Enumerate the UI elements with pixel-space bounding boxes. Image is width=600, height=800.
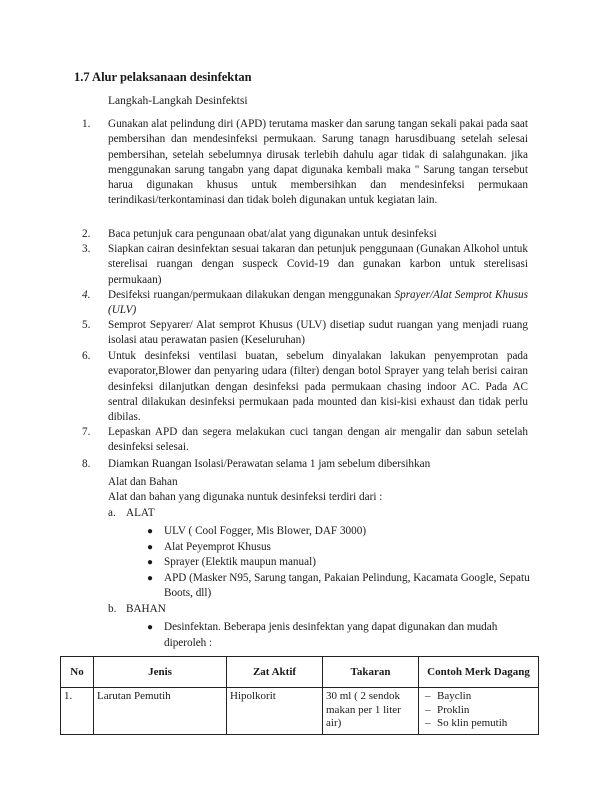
- dash-icon: –: [425, 703, 431, 716]
- list-text: Siapkan cairan desinfektan sesuai takaran dan petunjuk penggunaan (Gunakan Alkohol untuk sterelisai ruangan dengan suspeck Covid-19 dan gunakan karbon untuk sterelisasi permukaan): [108, 243, 528, 286]
- col-header-takaran: Takaran: [323, 657, 419, 688]
- table-header-row: [61, 657, 539, 688]
- cell-takaran: 30 ml ( 2 sendok makan per 1 liter air): [323, 688, 419, 735]
- col-header-no: No: [61, 657, 94, 688]
- list-item: [147, 540, 537, 556]
- cell-zat: Hipolkorit: [227, 688, 323, 735]
- list-text: Baca petunjuk cara pengunaan obat/alat yang digunakan untuk desinfeksi: [108, 228, 437, 240]
- dash-icon: –: [425, 690, 431, 702]
- list-text: Lepaskan APD dan segera melakukan cuci tangan dengan air mengalir dan sabun setelah desinfeksi selesai.: [108, 426, 528, 454]
- list-item: [82, 227, 528, 242]
- col-header-merk: Contoh Merk Dagang: [419, 657, 539, 688]
- section-title: BAHAN: [126, 603, 166, 615]
- list-text: Bayclin: [437, 690, 472, 702]
- cell-no: 1.: [61, 688, 94, 735]
- list-item: [82, 288, 529, 318]
- list-item: [147, 620, 537, 651]
- bullet-icon: ●: [147, 557, 154, 568]
- list-text: Gunakan alat pelindung diri (APD) terutama masker dan sarung tangan sekali pakai pada saat pembersihan dan mendesinfeksi permukaan. Sarung tanagn harusdibuang setelah selesai pembersihan, setelah sebelumnya dirusak terlebih dahulu agar tidak di salahgunakan. jika menggunakan sarung tangabn yang dapat digunaka kembali maka " Sarung tangan tersebut harua digunakan khusus untuk membersihkan dan mendesinfeksi permukaan terindikasi/terkontaminasi dan tidak boleh digunakan untuk kegiatan lain.: [108, 118, 528, 207]
- bullet-icon: ●: [147, 526, 154, 537]
- col-header-jenis: Jenis: [94, 657, 227, 688]
- list-item: [422, 704, 535, 718]
- section-alat: [108, 507, 155, 519]
- cell-jenis: Larutan Pemutih: [94, 688, 227, 735]
- list-text: Diamkan Ruangan Isolasi/Perawatan selama 1 jam sebelum dibersihkan: [108, 458, 431, 470]
- section-bahan: [108, 603, 166, 615]
- list-item: [147, 524, 537, 540]
- col-header-zat-aktif: Zat Aktif: [227, 657, 323, 688]
- list-number: 2.: [82, 228, 91, 240]
- list-item: [147, 555, 537, 571]
- merk-list: [422, 690, 535, 731]
- bahan-list: [147, 620, 537, 651]
- list-item: [82, 318, 528, 349]
- list-text: Proklin: [437, 703, 470, 716]
- bullet-icon: ●: [147, 541, 154, 553]
- list-number: 5.: [82, 319, 91, 331]
- bullet-icon: ●: [147, 622, 154, 633]
- list-number: 4.: [82, 289, 91, 301]
- list-item: [82, 242, 528, 288]
- list-number: 7.: [82, 426, 91, 438]
- list-text: Sprayer (Elektik maupun manual): [164, 556, 316, 568]
- list-item: [147, 571, 537, 602]
- alat-bahan-title: Alat dan Bahan: [108, 476, 178, 488]
- list-number: 6.: [82, 350, 91, 362]
- section-title: ALAT: [126, 507, 155, 519]
- list-text: Alat Peyemprot Khusus: [164, 540, 271, 553]
- list-text: Desifeksi ruangan/permukaan dilakukan dengan menggunakan: [108, 289, 392, 301]
- desinfektan-table: [60, 656, 539, 735]
- list-item: [82, 117, 528, 227]
- list-item: [422, 690, 535, 704]
- alat-list: [147, 524, 537, 602]
- cell-merk: [419, 688, 539, 735]
- section-label: a.: [108, 507, 116, 519]
- list-item: [422, 717, 535, 731]
- list-item: [82, 349, 528, 425]
- dash-icon: –: [425, 717, 431, 729]
- list-text: ULV ( Cool Fogger, Mis Blower, DAF 3000): [164, 525, 367, 537]
- list-text: Semprot Sepyarer/ Alat semprot Khusus (ULV) disetiap sudut ruangan yang menjadi ruang isolasi atau perawatan pasien (Keseluruhan): [108, 319, 528, 347]
- list-number: 8.: [82, 458, 91, 470]
- subheading: Langkah-Langkah Desinfektsi: [108, 95, 248, 107]
- list-item: [82, 425, 528, 457]
- list-text-italic: Sprayer/Alat Semprot Khusus (ULV): [108, 289, 529, 317]
- list-text: APD (Masker N95, Sarung tangan, Pakaian Pelindung, Kacamata Google, Sepatu Boots, dll): [164, 571, 530, 599]
- section-heading: 1.7 Alur pelaksanaan desinfektan: [74, 70, 252, 84]
- list-item: [82, 457, 528, 472]
- table-row: [61, 688, 539, 735]
- alat-bahan-intro: Alat dan bahan yang digunaka nuntuk desinfeksi terdiri dari :: [108, 491, 383, 503]
- list-text: Desinfektan. Beberapa jenis desinfektan yang dapat digunakan dan mudah diperoleh :: [164, 621, 498, 649]
- bullet-icon: ●: [147, 572, 154, 584]
- steps-list: [82, 117, 529, 472]
- list-number: 1.: [82, 118, 91, 130]
- list-text: Untuk desinfeksi ventilasi buatan, sebelum dinyalakan lakukan penyemprotan pada evaporator,Blower dan penyaring udara (filter) dengan botol Sprayer yang telah berisi cairan desinfeksi dilanjutkan dengan desinfeksi pada permukaan chasing indoor AC. Pada AC sentral dilakukan desinfeksi permukaan pada mounted dan kisi-kisi exhaust dan tidak perlu dibilas.: [108, 350, 528, 424]
- list-text: So klin pemutih: [437, 717, 508, 729]
- section-label: b.: [108, 603, 117, 615]
- list-number: 3.: [82, 243, 91, 255]
